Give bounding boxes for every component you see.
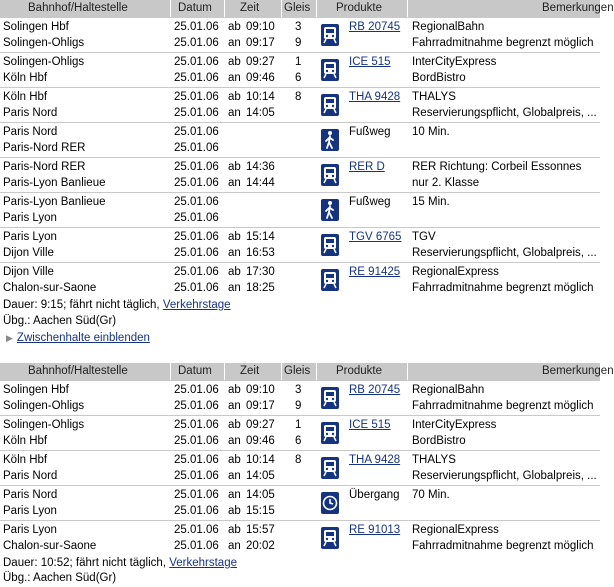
arrival-station: Chalon-sur-Saone — [3, 282, 97, 294]
connection-1-rows — [0, 17, 600, 297]
arrival-time: 09:46 — [246, 435, 275, 447]
departure-date: 25.01.06 — [174, 161, 219, 173]
dep-label: ab — [228, 231, 241, 243]
arrival-platform: 6 — [295, 435, 302, 447]
product-link[interactable]: RB 20745 — [349, 21, 401, 33]
departure-date: 25.01.06 — [174, 196, 219, 208]
arrival-platform: 9 — [295, 400, 302, 412]
table-row — [0, 87, 600, 122]
remark-line-2: Fahrradmitnahme begrenzt möglich — [412, 282, 594, 294]
connection-2-border: Übg.: Aachen Süd(Gr) — [3, 572, 117, 584]
train-icon — [321, 269, 339, 291]
clock-icon — [321, 492, 339, 514]
train-icon — [321, 164, 339, 186]
arrival-time: 18:25 — [246, 282, 275, 294]
departure-station: Solingen Hbf — [3, 384, 69, 396]
departure-date: 25.01.06 — [174, 489, 219, 501]
dep-label: ab — [228, 384, 241, 396]
departure-time: 15:57 — [246, 524, 275, 536]
departure-date: 25.01.06 — [174, 231, 219, 243]
remark-line-2: BordBistro — [412, 435, 466, 447]
table-header — [0, 363, 614, 380]
product-cell[interactable] — [349, 54, 391, 70]
arr-label: an — [228, 470, 241, 482]
departure-station: Paris Lyon — [3, 231, 57, 243]
departure-station: Paris Nord — [3, 126, 58, 138]
departure-platform: 1 — [295, 419, 302, 431]
header-date: Datum — [178, 2, 212, 14]
arrival-station: Chalon-sur-Saone — [3, 540, 97, 552]
departure-date: 25.01.06 — [174, 454, 219, 466]
arr-label: an — [228, 72, 241, 84]
table-row — [0, 17, 600, 52]
arrival-station: Solingen-Ohligs — [3, 37, 85, 49]
header-products: Produkte — [336, 2, 383, 14]
arr-label: an — [228, 107, 241, 119]
departure-date: 25.01.06 — [174, 524, 219, 536]
remark-line-1: RegionalBahn — [412, 384, 485, 396]
remark-line-1: RegionalBahn — [412, 21, 485, 33]
product-cell[interactable] — [349, 382, 400, 398]
remark-line-1: 10 Min. — [412, 126, 450, 138]
arrival-date: 25.01.06 — [174, 505, 219, 517]
departure-station: Dijon Ville — [3, 266, 54, 278]
departure-platform: 1 — [295, 56, 302, 68]
arrival-date: 25.01.06 — [174, 247, 219, 259]
dep-label: ab — [228, 454, 241, 466]
arrival-station: Köln Hbf — [3, 435, 48, 447]
remark-line-2: Reservierungspflicht, Globalpreis, ... — [412, 247, 597, 259]
product-cell[interactable] — [349, 89, 400, 105]
arr-label: an — [228, 37, 241, 49]
product-cell[interactable] — [349, 229, 401, 245]
remark-line-1: RegionalExpress — [412, 524, 499, 536]
product-link[interactable]: RE 91013 — [349, 524, 401, 536]
arrival-station: Köln Hbf — [3, 72, 48, 84]
departure-station: Solingen-Ohligs — [3, 419, 85, 431]
departure-station: Köln Hbf — [3, 91, 48, 103]
walk-icon — [321, 199, 339, 221]
arrival-station: Solingen-Ohligs — [3, 400, 85, 412]
product-link[interactable]: RB 20745 — [349, 384, 401, 396]
dep-label: ab — [228, 56, 241, 68]
arrival-date: 25.01.06 — [174, 435, 219, 447]
header-remarks: Bemerkungen — [542, 365, 614, 377]
arrival-date: 25.01.06 — [174, 107, 219, 119]
dep-label: ab — [228, 21, 241, 33]
table-row — [0, 227, 600, 262]
departure-time: 09:27 — [246, 419, 275, 431]
arrival-time: 09:17 — [246, 400, 275, 412]
toggle-stops-label[interactable]: Zwischenhalte einblenden — [16, 332, 150, 344]
remark-line-1: 70 Min. — [412, 489, 450, 501]
dep-label: an — [228, 489, 241, 501]
departure-time: 14:36 — [246, 161, 275, 173]
table-row — [0, 380, 600, 415]
remark-line-1: THALYS — [412, 454, 456, 466]
departure-station: Paris Nord — [3, 489, 58, 501]
table-row — [0, 262, 600, 297]
remark-line-1: RegionalExpress — [412, 266, 499, 278]
header-time: Zeit — [240, 2, 260, 14]
product-link[interactable]: ICE 515 — [349, 419, 391, 431]
header-platform: Gleis — [284, 2, 311, 14]
show-intermediate-stops[interactable] — [6, 330, 150, 346]
departure-station: Solingen-Ohligs — [3, 56, 85, 68]
product-link[interactable]: THA 9428 — [349, 454, 401, 466]
arrival-date: 25.01.06 — [174, 282, 219, 294]
table-row — [0, 450, 600, 485]
arrival-station: Paris-Nord RER — [3, 142, 86, 154]
train-icon — [321, 387, 339, 409]
arrival-station: Paris Lyon — [3, 212, 57, 224]
header-station: Bahnhof/Haltestelle — [28, 2, 128, 14]
product-cell[interactable] — [349, 19, 400, 35]
arrival-time: 20:02 — [246, 540, 275, 552]
arr-label: an — [228, 247, 241, 259]
product-cell[interactable] — [349, 159, 385, 175]
table-row — [0, 52, 600, 87]
table-row — [0, 485, 600, 520]
departure-date: 25.01.06 — [174, 266, 219, 278]
dep-label: ab — [228, 91, 241, 103]
departure-station: Paris-Lyon Banlieue — [3, 196, 106, 208]
arrival-station: Paris-Lyon Banlieue — [3, 177, 106, 189]
arrival-time: 16:53 — [246, 247, 275, 259]
connection-1-border: Übg.: Aachen Süd(Gr) — [3, 315, 117, 327]
arrival-date: 25.01.06 — [174, 212, 219, 224]
departure-time: 10:14 — [246, 454, 275, 466]
remark-line-2: Fahrradmitnahme begrenzt möglich — [412, 540, 594, 552]
arrival-date: 25.01.06 — [174, 400, 219, 412]
dep-label: ab — [228, 524, 241, 536]
departure-platform: 8 — [295, 454, 302, 466]
table-header — [0, 0, 614, 17]
arrival-station: Paris Nord — [3, 107, 58, 119]
train-icon — [321, 59, 339, 81]
departure-date: 25.01.06 — [174, 126, 219, 138]
remark-line-1: InterCityExpress — [412, 56, 497, 68]
header-date: Datum — [178, 365, 212, 377]
table-row — [0, 520, 600, 555]
remark-line-1: TGV — [412, 231, 436, 243]
train-icon — [321, 422, 339, 444]
departure-platform: 3 — [295, 384, 302, 396]
departure-time: 10:14 — [246, 91, 275, 103]
arrival-time: 14:44 — [246, 177, 275, 189]
departure-station: Paris Lyon — [3, 524, 57, 536]
product-link[interactable]: RE 91425 — [349, 266, 401, 278]
table-row — [0, 415, 600, 450]
dep-label: ab — [228, 266, 241, 278]
product-link[interactable]: TGV 6765 — [349, 231, 402, 243]
departure-date: 25.01.06 — [174, 384, 219, 396]
arrival-time: 15:15 — [246, 505, 275, 517]
remark-line-2: Reservierungspflicht, Globalpreis, ... — [412, 470, 597, 482]
arr-label: an — [228, 177, 241, 189]
header-remarks: Bemerkungen — [542, 2, 614, 14]
train-icon — [321, 24, 339, 46]
arrival-date: 25.01.06 — [174, 540, 219, 552]
remark-line-1: InterCityExpress — [412, 419, 497, 431]
departure-date: 25.01.06 — [174, 91, 219, 103]
product-cell[interactable] — [349, 417, 391, 433]
traffic-days-link[interactable]: Verkehrstage — [169, 557, 237, 569]
arrival-time: 09:17 — [246, 37, 275, 49]
product-link[interactable]: RER D — [349, 161, 385, 173]
departure-time: 15:14 — [246, 231, 275, 243]
remark-line-1: 15 Min. — [412, 196, 450, 208]
table-row — [0, 157, 600, 192]
train-icon — [321, 457, 339, 479]
remark-line-2: BordBistro — [412, 72, 466, 84]
connection-2-rows — [0, 380, 600, 555]
arr-label: ab — [228, 505, 241, 517]
train-icon — [321, 234, 339, 256]
product-link[interactable]: ICE 515 — [349, 56, 391, 68]
remark-line-2: Fahrradmitnahme begrenzt möglich — [412, 37, 594, 49]
product-cell[interactable] — [349, 452, 400, 468]
product-link[interactable]: THA 9428 — [349, 91, 401, 103]
arrival-station: Paris Lyon — [3, 505, 57, 517]
dep-label: ab — [228, 419, 241, 431]
arrival-date: 25.01.06 — [174, 177, 219, 189]
connection-2-duration: Dauer: 10:52; fährt nicht täglich, Verkehrstage — [3, 557, 237, 569]
arrival-date: 25.01.06 — [174, 37, 219, 49]
arr-label: an — [228, 540, 241, 552]
header-time: Zeit — [240, 365, 260, 377]
header-platform: Gleis — [284, 365, 311, 377]
departure-date: 25.01.06 — [174, 21, 219, 33]
remark-line-2: Fahrradmitnahme begrenzt möglich — [412, 400, 594, 412]
dep-label: ab — [228, 161, 241, 173]
arr-label: an — [228, 282, 241, 294]
arrival-station: Paris Nord — [3, 470, 58, 482]
connection-2-table — [0, 363, 614, 555]
table-row — [0, 122, 600, 157]
departure-time: 09:10 — [246, 384, 275, 396]
departure-station: Köln Hbf — [3, 454, 48, 466]
arrival-date: 25.01.06 — [174, 470, 219, 482]
departure-platform: 8 — [295, 91, 302, 103]
arrival-platform: 6 — [295, 72, 302, 84]
arr-label: an — [228, 400, 241, 412]
remark-line-2: nur 2. Klasse — [412, 177, 480, 189]
product-cell[interactable] — [349, 522, 400, 538]
departure-time: 17:30 — [246, 266, 275, 278]
table-row — [0, 192, 600, 227]
arrival-time: 14:05 — [246, 470, 275, 482]
connection-1-duration: Dauer: 9:15; fährt nicht täglich, Verkehrstage — [3, 299, 231, 311]
remark-line-1: THALYS — [412, 91, 456, 103]
arrival-platform: 9 — [295, 37, 302, 49]
walk-icon — [321, 129, 339, 151]
departure-time: 14:05 — [246, 489, 275, 501]
product-cell[interactable] — [349, 264, 400, 280]
departure-date: 25.01.06 — [174, 56, 219, 68]
departure-time: 09:27 — [246, 56, 275, 68]
product-label: Fußweg — [349, 196, 391, 208]
header-station: Bahnhof/Haltestelle — [28, 365, 128, 377]
departure-date: 25.01.06 — [174, 419, 219, 431]
arrival-date: 25.01.06 — [174, 142, 219, 154]
arrival-date: 25.01.06 — [174, 72, 219, 84]
train-icon — [321, 94, 339, 116]
arrival-time: 14:05 — [246, 107, 275, 119]
train-icon — [321, 527, 339, 549]
departure-station: Paris-Nord RER — [3, 161, 86, 173]
header-products: Produkte — [336, 365, 383, 377]
departure-time: 09:10 — [246, 21, 275, 33]
departure-station: Solingen Hbf — [3, 21, 69, 33]
product-label: Fußweg — [349, 126, 391, 138]
arr-label: an — [228, 435, 241, 447]
product-label: Übergang — [349, 489, 400, 501]
departure-platform: 3 — [295, 21, 302, 33]
remark-line-1: RER Richtung: Corbeil Essonnes — [412, 161, 582, 173]
remark-line-2: Reservierungspflicht, Globalpreis, ... — [412, 107, 597, 119]
traffic-days-link[interactable]: Verkehrstage — [162, 299, 231, 311]
arrow-right-icon: ▶ — [6, 333, 13, 343]
arrival-time: 09:46 — [246, 72, 275, 84]
arrival-station: Dijon Ville — [3, 247, 54, 259]
